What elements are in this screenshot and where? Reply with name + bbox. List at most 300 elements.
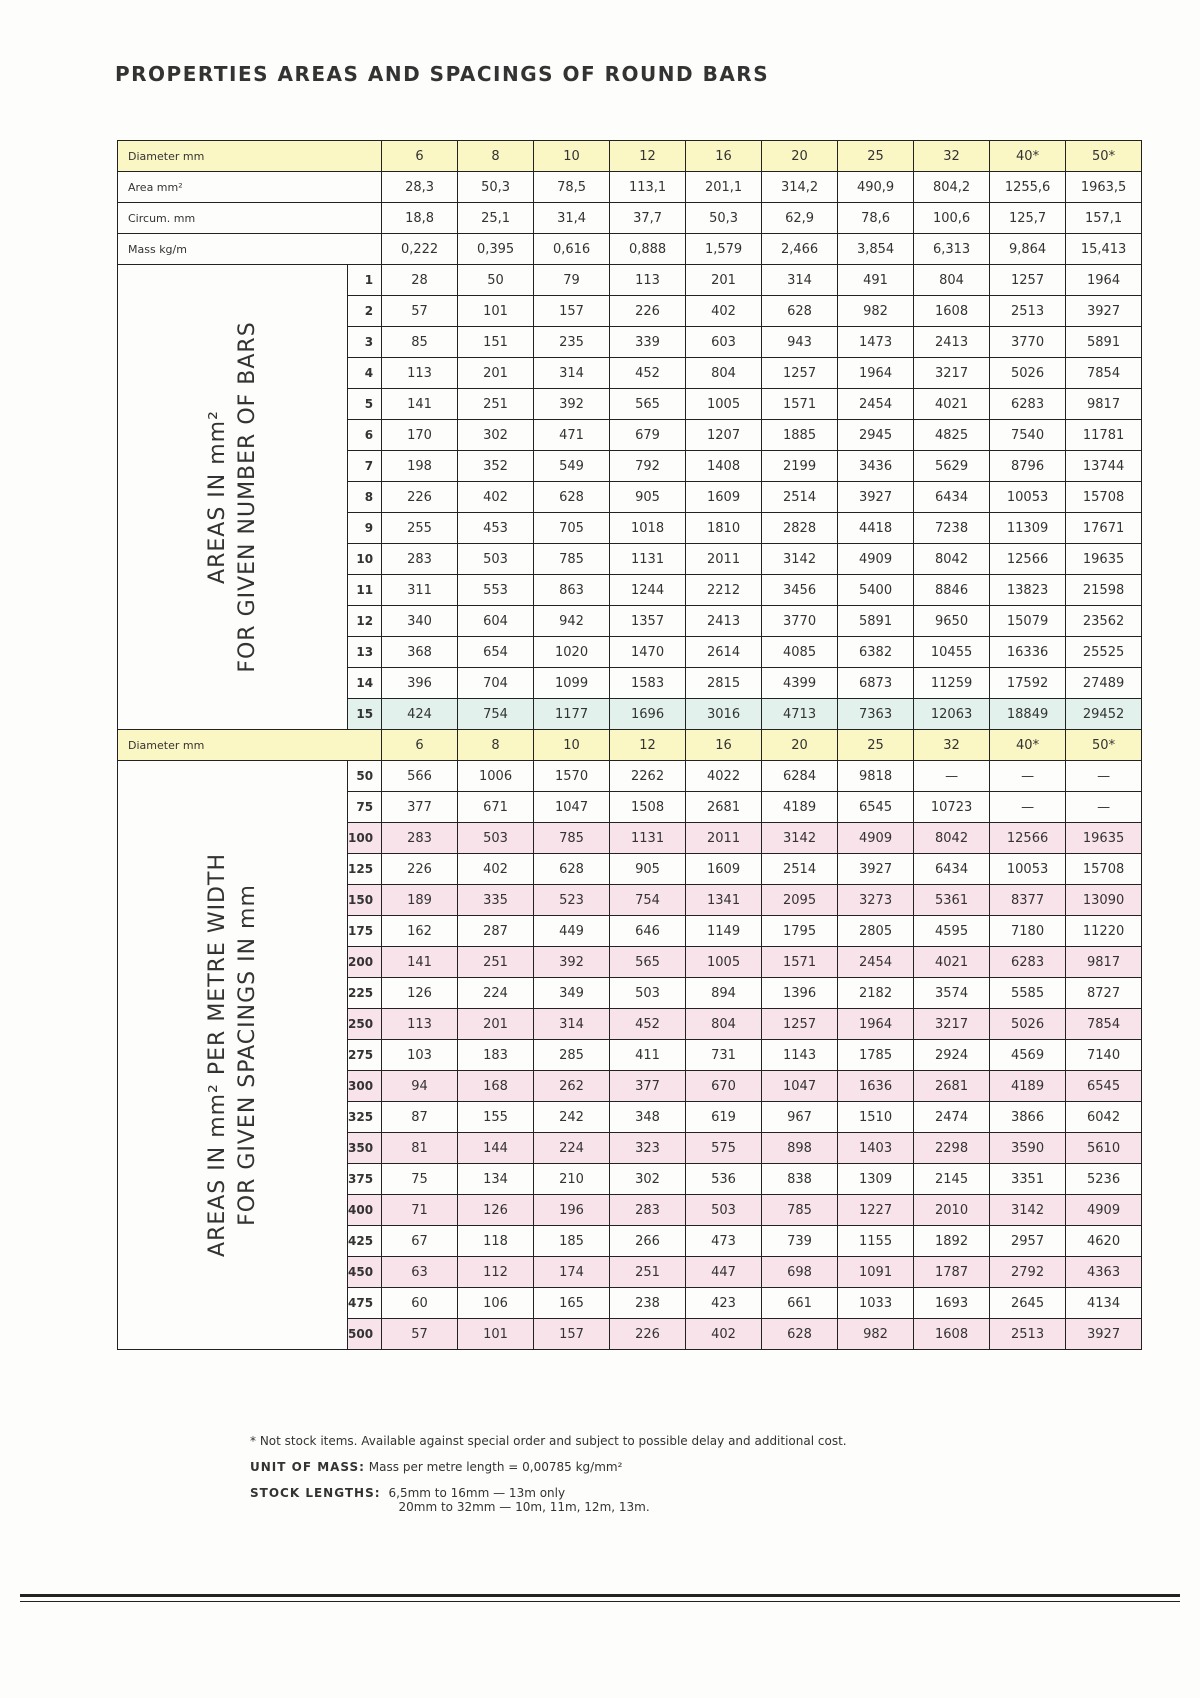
value-cell: 4569	[990, 1040, 1066, 1071]
value-cell: 671	[458, 792, 534, 823]
value-cell: 15708	[1066, 482, 1142, 513]
value-cell: 1696	[610, 699, 686, 730]
header-value-cell: 0,222	[382, 234, 458, 265]
value-cell: 2262	[610, 761, 686, 792]
value-cell: 4134	[1066, 1288, 1142, 1319]
value-cell: 21598	[1066, 575, 1142, 606]
value-cell: 2011	[686, 544, 762, 575]
value-cell: 79	[534, 265, 610, 296]
value-cell: 2145	[914, 1164, 990, 1195]
bottom-rule	[20, 1594, 1180, 1597]
value-cell: 2454	[838, 947, 914, 978]
value-cell: 141	[382, 947, 458, 978]
value-cell: 628	[534, 482, 610, 513]
value-cell: 15079	[990, 606, 1066, 637]
value-cell: 1964	[1066, 265, 1142, 296]
row-key-cell: 300	[348, 1071, 382, 1102]
value-cell: 452	[610, 358, 686, 389]
value-cell: 283	[382, 544, 458, 575]
value-cell: 523	[534, 885, 610, 916]
diameter-value-cell: 40*	[990, 730, 1066, 761]
value-cell: 283	[610, 1195, 686, 1226]
value-cell: 1964	[838, 358, 914, 389]
value-cell: 224	[534, 1133, 610, 1164]
header-value-cell: 10	[534, 141, 610, 172]
value-cell: 17592	[990, 668, 1066, 699]
value-cell: 126	[382, 978, 458, 1009]
value-cell: 792	[610, 451, 686, 482]
value-cell: 10455	[914, 637, 990, 668]
value-cell: 368	[382, 637, 458, 668]
value-cell: 402	[686, 1319, 762, 1350]
value-cell: 754	[458, 699, 534, 730]
value-cell: 101	[458, 296, 534, 327]
stock-lengths-label: STOCK LENGTHS:	[250, 1486, 381, 1500]
table-row	[118, 265, 1142, 296]
row-key-cell: 175	[348, 916, 382, 947]
unit-of-mass	[250, 1460, 847, 1474]
value-cell: 7854	[1066, 1009, 1142, 1040]
row-key-cell: 75	[348, 792, 382, 823]
value-cell: 4399	[762, 668, 838, 699]
value-cell: 1403	[838, 1133, 914, 1164]
value-cell: 2182	[838, 978, 914, 1009]
value-cell: 898	[762, 1133, 838, 1164]
row-key-cell: 8	[348, 482, 382, 513]
value-cell: 575	[686, 1133, 762, 1164]
value-cell: 5629	[914, 451, 990, 482]
value-cell: 1005	[686, 389, 762, 420]
value-cell: 566	[382, 761, 458, 792]
header-value-cell: 6	[382, 141, 458, 172]
value-cell: 251	[458, 389, 534, 420]
value-cell: 189	[382, 885, 458, 916]
value-cell: 943	[762, 327, 838, 358]
value-cell: 162	[382, 916, 458, 947]
header-value-cell: 32	[914, 141, 990, 172]
value-cell: 1508	[610, 792, 686, 823]
header-row	[118, 172, 1142, 203]
value-cell: 4713	[762, 699, 838, 730]
header-value-cell: 0,888	[610, 234, 686, 265]
row-key-cell: 350	[348, 1133, 382, 1164]
value-cell: 251	[610, 1257, 686, 1288]
value-cell: 2681	[686, 792, 762, 823]
value-cell: 411	[610, 1040, 686, 1071]
value-cell: 10723	[914, 792, 990, 823]
header-label: Circum. mm	[118, 203, 382, 234]
value-cell: 6382	[838, 637, 914, 668]
value-cell: 2945	[838, 420, 914, 451]
value-cell: 785	[534, 544, 610, 575]
diameter-label-2: Diameter mm	[118, 730, 382, 761]
value-cell: 335	[458, 885, 534, 916]
header-value-cell: 18,8	[382, 203, 458, 234]
row-key-cell: 325	[348, 1102, 382, 1133]
value-cell: 1693	[914, 1288, 990, 1319]
value-cell: 4595	[914, 916, 990, 947]
value-cell: 7238	[914, 513, 990, 544]
diameter-value-cell: 16	[686, 730, 762, 761]
value-cell: 396	[382, 668, 458, 699]
value-cell: 754	[610, 885, 686, 916]
value-cell: 1787	[914, 1257, 990, 1288]
value-cell: 226	[610, 1319, 686, 1350]
value-cell: 352	[458, 451, 534, 482]
value-cell: 2454	[838, 389, 914, 420]
header-value-cell: 31,4	[534, 203, 610, 234]
value-cell: —	[914, 761, 990, 792]
value-cell: 349	[534, 978, 610, 1009]
value-cell: 287	[458, 916, 534, 947]
row-key-cell: 50	[348, 761, 382, 792]
value-cell: 503	[610, 978, 686, 1009]
row-key-cell: 15	[348, 699, 382, 730]
value-cell: 5361	[914, 885, 990, 916]
value-cell: 553	[458, 575, 534, 606]
value-cell: 85	[382, 327, 458, 358]
value-cell: 8796	[990, 451, 1066, 482]
value-cell: 2815	[686, 668, 762, 699]
value-cell: 3590	[990, 1133, 1066, 1164]
bar-properties-table	[117, 140, 1142, 1350]
header-value-cell: 6,313	[914, 234, 990, 265]
value-cell: 19635	[1066, 823, 1142, 854]
diameter-value-cell: 8	[458, 730, 534, 761]
value-cell: 1091	[838, 1257, 914, 1288]
value-cell: 503	[458, 544, 534, 575]
value-cell: 4825	[914, 420, 990, 451]
value-cell: 6545	[1066, 1071, 1142, 1102]
value-cell: 6042	[1066, 1102, 1142, 1133]
value-cell: 226	[382, 482, 458, 513]
value-cell: 785	[534, 823, 610, 854]
diameter-value-cell: 32	[914, 730, 990, 761]
row-key-cell: 475	[348, 1288, 382, 1319]
value-cell: 1131	[610, 544, 686, 575]
value-cell: 4021	[914, 389, 990, 420]
value-cell: 1257	[990, 265, 1066, 296]
value-cell: 894	[686, 978, 762, 1009]
value-cell: 785	[762, 1195, 838, 1226]
value-cell: 3142	[762, 823, 838, 854]
value-cell: 5891	[1066, 327, 1142, 358]
value-cell: 1005	[686, 947, 762, 978]
value-cell: 604	[458, 606, 534, 637]
value-cell: 11259	[914, 668, 990, 699]
value-cell: 185	[534, 1226, 610, 1257]
diameter-value-cell: 6	[382, 730, 458, 761]
row-key-cell: 3	[348, 327, 382, 358]
value-cell: 87	[382, 1102, 458, 1133]
value-cell: 804	[686, 358, 762, 389]
value-cell: 2010	[914, 1195, 990, 1226]
value-cell: 503	[686, 1195, 762, 1226]
row-key-cell: 225	[348, 978, 382, 1009]
value-cell: 302	[610, 1164, 686, 1195]
value-cell: 113	[382, 1009, 458, 1040]
value-cell: 2199	[762, 451, 838, 482]
row-key-cell: 425	[348, 1226, 382, 1257]
value-cell: 905	[610, 482, 686, 513]
value-cell: 262	[534, 1071, 610, 1102]
value-cell: 3456	[762, 575, 838, 606]
value-cell: 377	[382, 792, 458, 823]
value-cell: 452	[610, 1009, 686, 1040]
value-cell: 1470	[610, 637, 686, 668]
value-cell: 1583	[610, 668, 686, 699]
value-cell: 1885	[762, 420, 838, 451]
value-cell: 661	[762, 1288, 838, 1319]
value-cell: 670	[686, 1071, 762, 1102]
value-cell: 67	[382, 1226, 458, 1257]
value-cell: 982	[838, 296, 914, 327]
value-cell: 1018	[610, 513, 686, 544]
value-cell: 9818	[838, 761, 914, 792]
value-cell: 11781	[1066, 420, 1142, 451]
value-cell: 6283	[990, 947, 1066, 978]
value-cell: 1047	[534, 792, 610, 823]
value-cell: 967	[762, 1102, 838, 1133]
diameter-value-cell: 10	[534, 730, 610, 761]
header-value-cell: 40*	[990, 141, 1066, 172]
value-cell: 196	[534, 1195, 610, 1226]
header-value-cell: 314,2	[762, 172, 838, 203]
value-cell: 141	[382, 389, 458, 420]
header-value-cell: 201,1	[686, 172, 762, 203]
value-cell: 323	[610, 1133, 686, 1164]
value-cell: 2681	[914, 1071, 990, 1102]
value-cell: 1155	[838, 1226, 914, 1257]
value-cell: 11309	[990, 513, 1066, 544]
value-cell: 654	[458, 637, 534, 668]
value-cell: 863	[534, 575, 610, 606]
value-cell: 3770	[762, 606, 838, 637]
value-cell: 6434	[914, 854, 990, 885]
value-cell: 679	[610, 420, 686, 451]
value-cell: 473	[686, 1226, 762, 1257]
header-value-cell: 50,3	[458, 172, 534, 203]
header-label: Area mm²	[118, 172, 382, 203]
header-value-cell: 25,1	[458, 203, 534, 234]
value-cell: 402	[686, 296, 762, 327]
header-value-cell: 0,395	[458, 234, 534, 265]
header-value-cell: 1,579	[686, 234, 762, 265]
section-title	[203, 321, 263, 672]
value-cell: 1609	[686, 854, 762, 885]
value-cell: 8846	[914, 575, 990, 606]
value-cell: 503	[458, 823, 534, 854]
header-value-cell: 50*	[1066, 141, 1142, 172]
value-cell: 81	[382, 1133, 458, 1164]
value-cell: 1033	[838, 1288, 914, 1319]
value-cell: 2413	[914, 327, 990, 358]
value-cell: 1047	[762, 1071, 838, 1102]
value-cell: 3770	[990, 327, 1066, 358]
value-cell: 339	[610, 327, 686, 358]
value-cell: 1143	[762, 1040, 838, 1071]
value-cell: 13090	[1066, 885, 1142, 916]
value-cell: 1408	[686, 451, 762, 482]
value-cell: 392	[534, 947, 610, 978]
header-value-cell: 8	[458, 141, 534, 172]
value-cell: 3866	[990, 1102, 1066, 1133]
value-cell: 628	[762, 1319, 838, 1350]
section-label	[118, 761, 348, 1350]
section-title-line-2: FOR GIVEN SPACINGS IN mm	[234, 884, 260, 1226]
value-cell: 2212	[686, 575, 762, 606]
value-cell: 3273	[838, 885, 914, 916]
value-cell: 4189	[990, 1071, 1066, 1102]
value-cell: 549	[534, 451, 610, 482]
value-cell: 603	[686, 327, 762, 358]
value-cell: 4189	[762, 792, 838, 823]
header-value-cell: 78,5	[534, 172, 610, 203]
header-value-cell: 125,7	[990, 203, 1066, 234]
value-cell: 3016	[686, 699, 762, 730]
value-cell: 2513	[990, 296, 1066, 327]
header-label: Mass kg/m	[118, 234, 382, 265]
value-cell: 242	[534, 1102, 610, 1133]
value-cell: 50	[458, 265, 534, 296]
value-cell: 838	[762, 1164, 838, 1195]
header-value-cell: 50,3	[686, 203, 762, 234]
value-cell: 3436	[838, 451, 914, 482]
header-value-cell: 16	[686, 141, 762, 172]
value-cell: 705	[534, 513, 610, 544]
value-cell: 1570	[534, 761, 610, 792]
value-cell: 1609	[686, 482, 762, 513]
value-cell: 13823	[990, 575, 1066, 606]
value-cell: 1244	[610, 575, 686, 606]
value-cell: 6284	[762, 761, 838, 792]
header-value-cell: 1963,5	[1066, 172, 1142, 203]
value-cell: 157	[534, 296, 610, 327]
value-cell: 424	[382, 699, 458, 730]
value-cell: 739	[762, 1226, 838, 1257]
header-row	[118, 141, 1142, 172]
value-cell: 2957	[990, 1226, 1066, 1257]
value-cell: 63	[382, 1257, 458, 1288]
value-cell: 5585	[990, 978, 1066, 1009]
row-key-cell: 11	[348, 575, 382, 606]
value-cell: 235	[534, 327, 610, 358]
value-cell: —	[990, 792, 1066, 823]
value-cell: 1964	[838, 1009, 914, 1040]
value-cell: 628	[534, 854, 610, 885]
value-cell: 238	[610, 1288, 686, 1319]
table-row	[118, 761, 1142, 792]
value-cell: 2792	[990, 1257, 1066, 1288]
value-cell: 1608	[914, 296, 990, 327]
value-cell: 3351	[990, 1164, 1066, 1195]
value-cell: 15708	[1066, 854, 1142, 885]
value-cell: 144	[458, 1133, 534, 1164]
value-cell: 18849	[990, 699, 1066, 730]
value-cell: 151	[458, 327, 534, 358]
value-cell: 3142	[990, 1195, 1066, 1226]
stock-lengths	[250, 1486, 847, 1514]
header-value-cell: 490,9	[838, 172, 914, 203]
value-cell: 402	[458, 854, 534, 885]
value-cell: 5610	[1066, 1133, 1142, 1164]
value-cell: 7140	[1066, 1040, 1142, 1071]
value-cell: 4909	[838, 544, 914, 575]
value-cell: 1810	[686, 513, 762, 544]
value-cell: 255	[382, 513, 458, 544]
value-cell: 1510	[838, 1102, 914, 1133]
value-cell: 6283	[990, 389, 1066, 420]
value-cell: 6545	[838, 792, 914, 823]
section-label	[118, 265, 348, 730]
value-cell: 266	[610, 1226, 686, 1257]
value-cell: 2474	[914, 1102, 990, 1133]
footnotes	[250, 1434, 847, 1526]
value-cell: 2095	[762, 885, 838, 916]
value-cell: 314	[534, 358, 610, 389]
value-cell: 174	[534, 1257, 610, 1288]
value-cell: 12566	[990, 823, 1066, 854]
value-cell: 226	[382, 854, 458, 885]
value-cell: 11220	[1066, 916, 1142, 947]
value-cell: 2924	[914, 1040, 990, 1071]
row-key-cell: 13	[348, 637, 382, 668]
value-cell: 60	[382, 1288, 458, 1319]
value-cell: 126	[458, 1195, 534, 1226]
value-cell: 314	[762, 265, 838, 296]
value-cell: —	[1066, 761, 1142, 792]
value-cell: 311	[382, 575, 458, 606]
header-value-cell: 62,9	[762, 203, 838, 234]
value-cell: 75	[382, 1164, 458, 1195]
value-cell: 3217	[914, 358, 990, 389]
value-cell: 1357	[610, 606, 686, 637]
header-label: Diameter mm	[118, 141, 382, 172]
header-value-cell: 3,854	[838, 234, 914, 265]
value-cell: 491	[838, 265, 914, 296]
value-cell: 201	[686, 265, 762, 296]
header-value-cell: 20	[762, 141, 838, 172]
row-key-cell: 12	[348, 606, 382, 637]
value-cell: 2828	[762, 513, 838, 544]
header-value-cell: 12	[610, 141, 686, 172]
value-cell: 183	[458, 1040, 534, 1071]
value-cell: 3217	[914, 1009, 990, 1040]
value-cell: 12063	[914, 699, 990, 730]
value-cell: 6873	[838, 668, 914, 699]
value-cell: 2514	[762, 854, 838, 885]
value-cell: 340	[382, 606, 458, 637]
header-value-cell: 100,6	[914, 203, 990, 234]
value-cell: 4909	[838, 823, 914, 854]
value-cell: 449	[534, 916, 610, 947]
row-key-cell: 10	[348, 544, 382, 575]
value-cell: 5400	[838, 575, 914, 606]
diameter-value-cell: 12	[610, 730, 686, 761]
value-cell: 565	[610, 389, 686, 420]
value-cell: 4418	[838, 513, 914, 544]
row-key-cell: 5	[348, 389, 382, 420]
value-cell: 1006	[458, 761, 534, 792]
header-value-cell: 37,7	[610, 203, 686, 234]
value-cell: 1309	[838, 1164, 914, 1195]
value-cell: 112	[458, 1257, 534, 1288]
value-cell: —	[990, 761, 1066, 792]
diameter-value-cell: 25	[838, 730, 914, 761]
value-cell: 28	[382, 265, 458, 296]
row-key-cell: 150	[348, 885, 382, 916]
value-cell: 1608	[914, 1319, 990, 1350]
